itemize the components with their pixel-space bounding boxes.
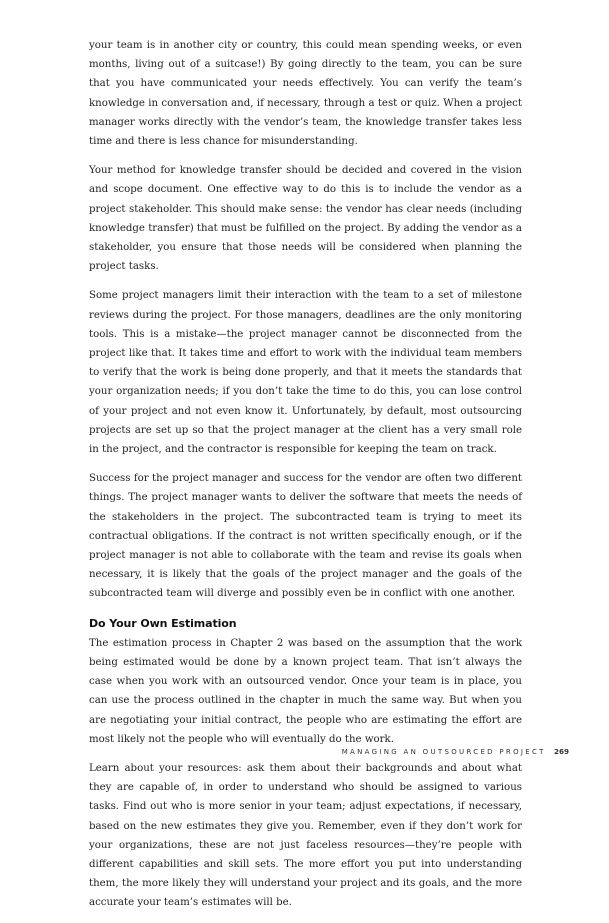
- paragraph: your team is in another city or country, this could mean spending weeks, or even months, living out of a suitcase!) By going directly to the team, you can be sure that you have communicated your needs effectively. You can verify the team’s knowledge in conversation and, if necessary, through a test or quiz. When a project manager works directly with the vendor’s team, the knowledge transfer takes less time and there is less chance for misunderstanding.: [89, 40, 522, 148]
- page-number: 269: [553, 747, 569, 756]
- running-head: MANAGING AN OUTSOURCED PROJECT: [341, 748, 546, 756]
- paragraph: Some project managers limit their interaction with the team to a set of milestone reviews during the project. For those managers, deadlines are the only monitoring tools. This is a mistake—the project manager cannot be disconnected from the project like that. It takes time and effort to work with the individual team members to verify that the work is being done properly, and that it meets the standards that your organization needs; if you don’t take the time to do this, you can lose control of your project and not even know it. Unfortunately, by default, most outsourcing projects are set up so that the project manager at the client has a very small role in the project, and the contractor is responsible for keeping the team on track.: [89, 290, 522, 456]
- page-footer: [342, 746, 569, 758]
- paragraph: Learn about your resources: ask them about their backgrounds and about what they are capable of, in order to understand who should be assigned to various tasks. Find out who is more senior in your team; adjust expectations, if necessary, based on the new estimates they give you. Remember, even if they don’t work for your organizations, these are not just faceless resources—they’re people with different capabilities and skill sets. The more effort you put into understanding them, the more likely they will understand your project and its goals, and the more accurate your team’s estimates will be.: [89, 762, 522, 909]
- section-heading: Do Your Own Estimation: [89, 616, 237, 630]
- paragraph: Your method for knowledge transfer should be decided and covered in the vision and scope document. One effective way to do this is to include the vendor as a project stakeholder. This should make sense: the vendor has clear needs (including knowledge transfer) that must be fulfilled on the project. By adding the vendor as a stakeholder, you ensure that those needs will be considered when planning the project tasks.: [89, 165, 522, 273]
- paragraph: Success for the project manager and success for the vendor are often two different things. The project manager wants to deliver the software that meets the needs of the stakeholders in the project. The subcontracted team is trying to meet its contractual obligations. If the contract is not written specifically enough, or if the project manager is not able to collaborate with the team and revise its goals when necessary, it is likely that the goals of the project manager and the goals of the subcontracted team will diverge and possibly even be in conflict with one another.: [89, 473, 522, 600]
- body-text: [89, 36, 522, 923]
- paragraph: The estimation process in Chapter 2 was based on the assumption that the work being estimated would be done by a known project team. That isn’t always the case when you work with an outsourced vendor. Once your team is in place, you can use the process outlined in the chapter in much the same way. But when you are negotiating your initial contract, the people who are estimating the effort are most likely not the people who will eventually do the work.: [89, 637, 522, 745]
